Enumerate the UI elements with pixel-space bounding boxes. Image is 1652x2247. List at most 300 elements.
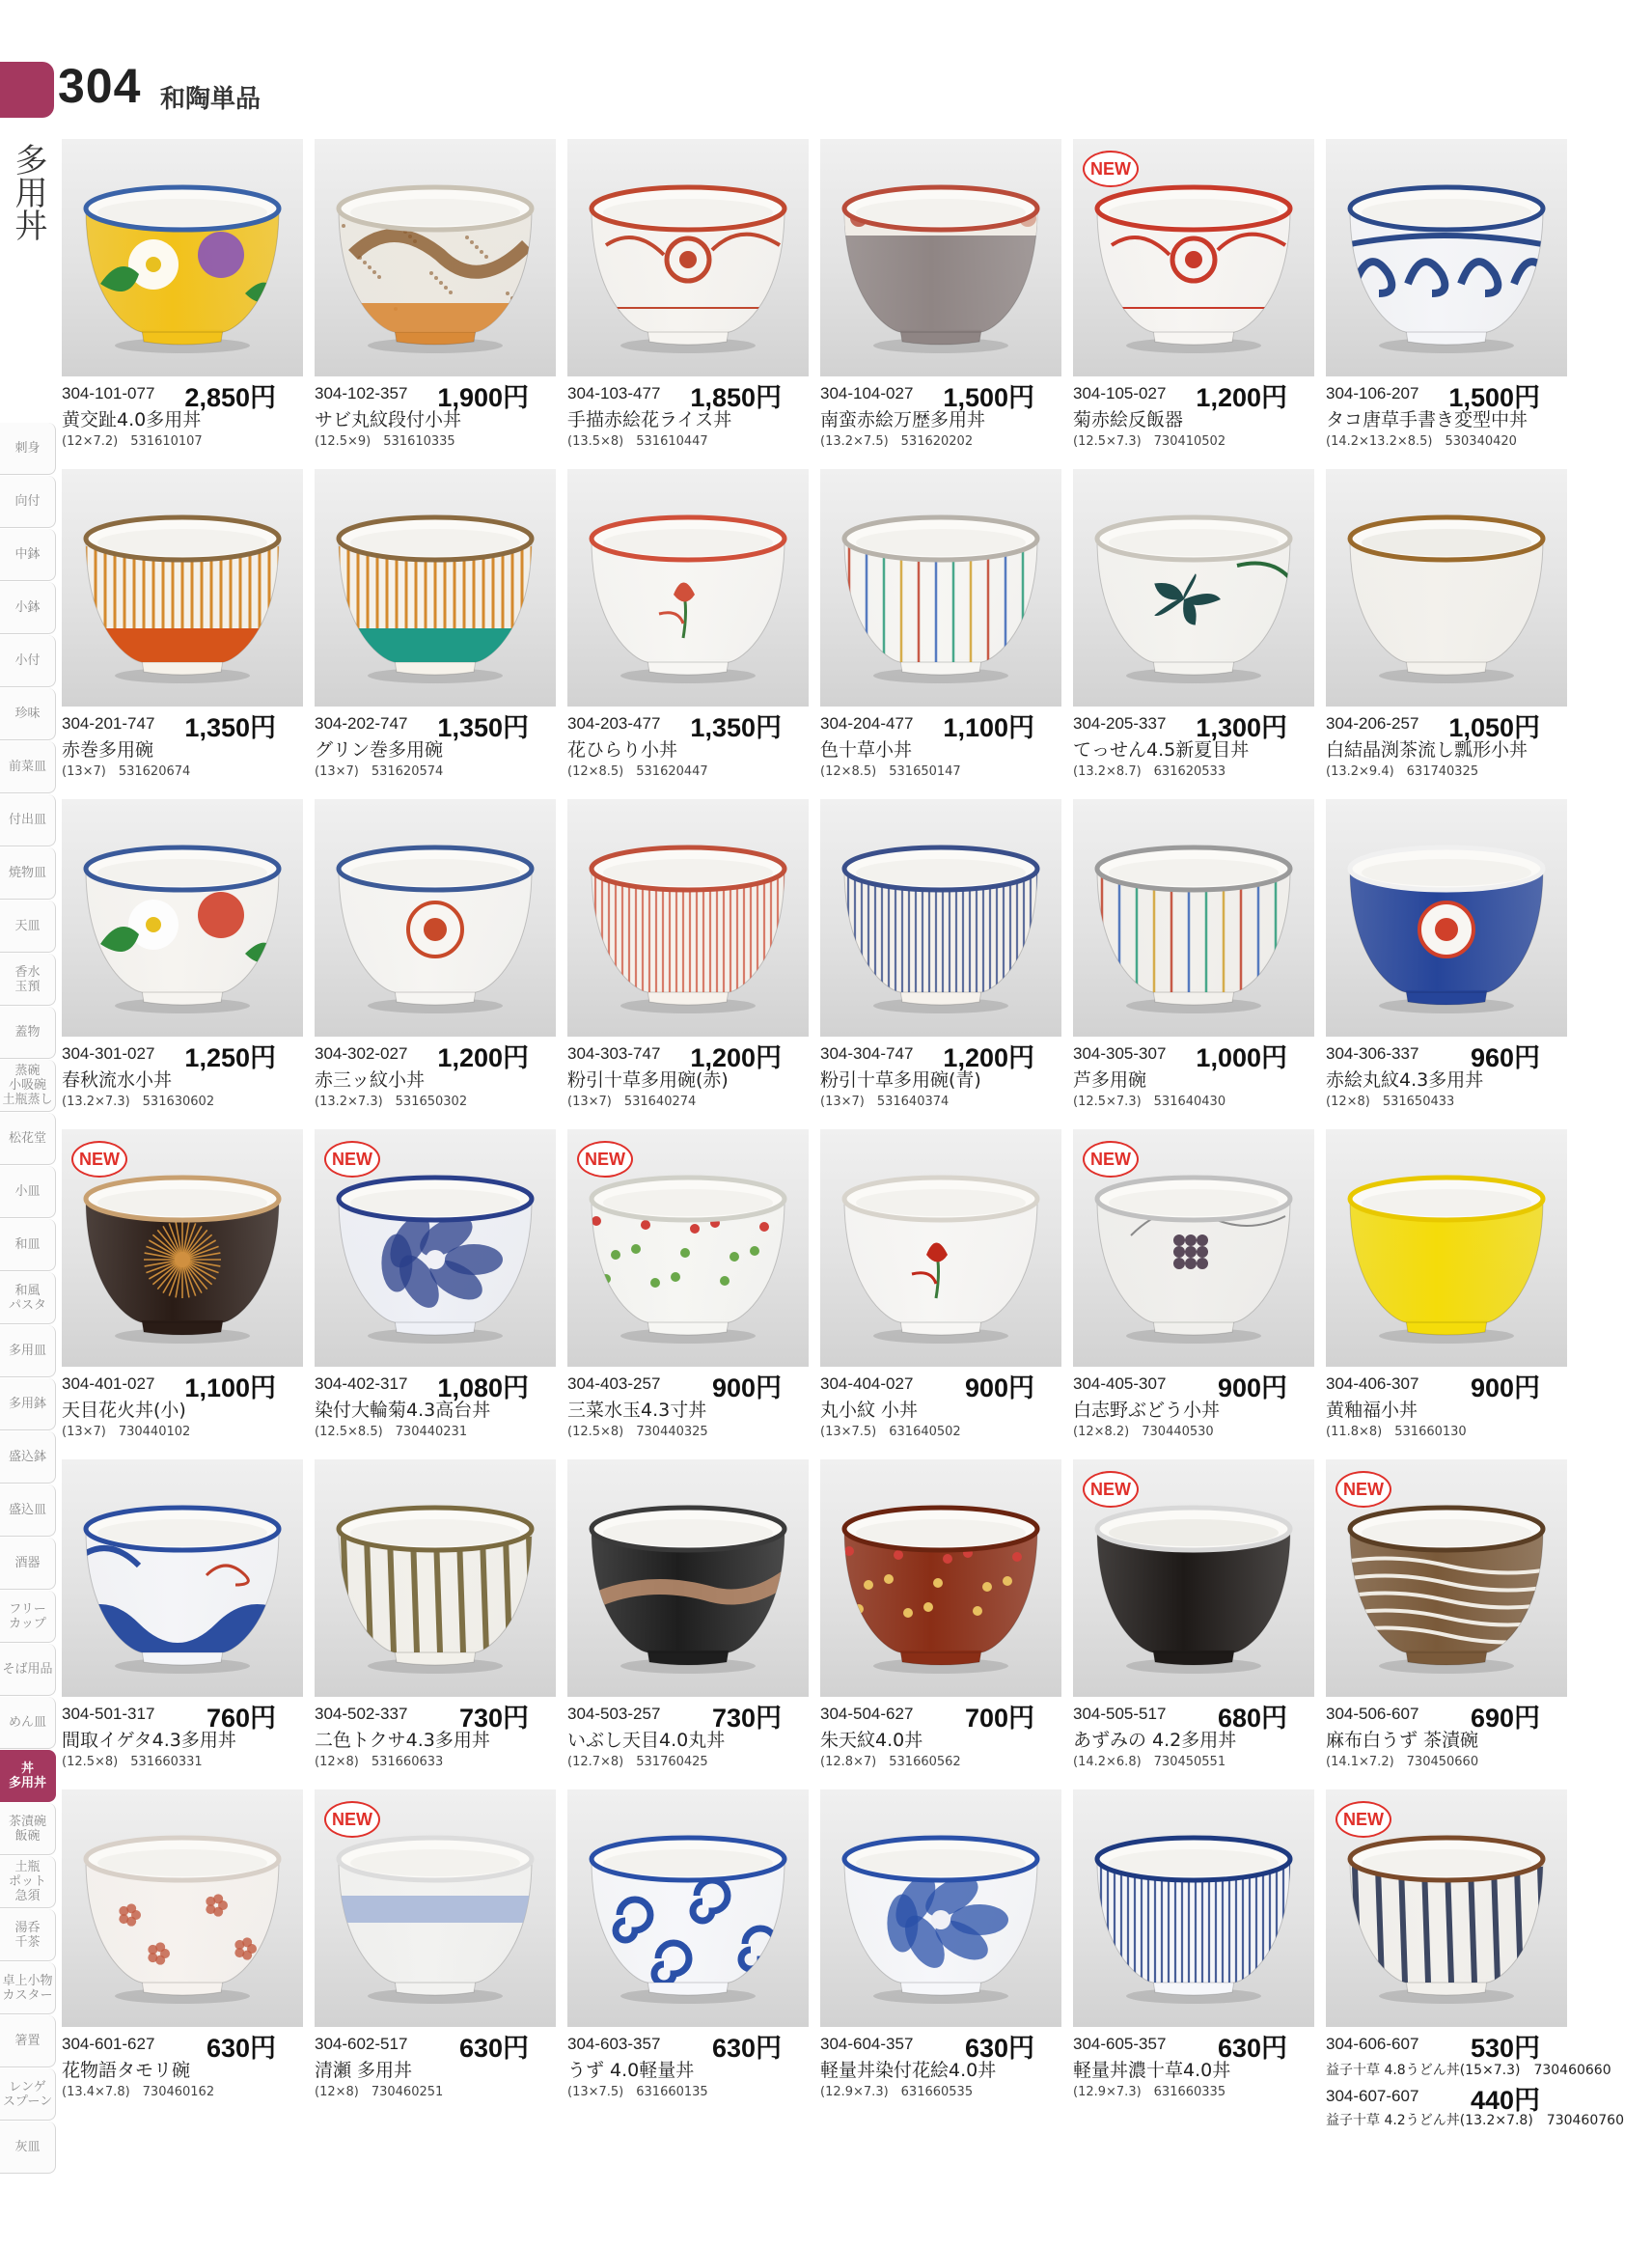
product-spec: (13.5×8) 531610447 <box>567 434 708 449</box>
product-card[interactable] <box>1073 1789 1316 2108</box>
side-index-tab[interactable]: 向付 <box>0 476 56 528</box>
product-price: 1,200円 <box>1196 383 1287 412</box>
product-price: 1,200円 <box>437 1043 529 1072</box>
product-price: 700円 <box>964 1704 1034 1733</box>
bowl-image <box>62 799 303 1037</box>
product-spec: (14.2×6.8) 730450551 <box>1073 1755 1226 1769</box>
bowl-image <box>567 799 809 1037</box>
product-price: 1,300円 <box>1196 713 1287 742</box>
product-card[interactable] <box>1326 799 1569 1118</box>
product-spec: (13.2×7.5) 531620202 <box>820 434 974 449</box>
new-badge: NEW <box>324 1801 380 1838</box>
product-photo[interactable] <box>1326 1129 1567 1367</box>
product-card[interactable] <box>1326 139 1569 458</box>
product-photo[interactable] <box>820 799 1061 1037</box>
product-name: 南蛮赤絵万歴多用丼 <box>820 409 986 430</box>
product-name: 朱天紋4.0丼 <box>820 1730 923 1751</box>
product-info <box>567 1367 811 1448</box>
product-info <box>567 2027 811 2108</box>
product-info <box>1073 707 1316 788</box>
product-code: 304-405-307 <box>1073 1374 1167 1393</box>
product-photo[interactable] <box>820 1459 1061 1697</box>
product-code: 304-404-027 <box>820 1374 914 1393</box>
product-card[interactable] <box>62 1129 305 1448</box>
product-info <box>315 707 558 788</box>
product-name: 麻布白うず 茶漬碗 <box>1326 1730 1479 1751</box>
product-code: 304-606-607 <box>1326 2035 1419 2053</box>
new-badge: NEW <box>1335 1471 1391 1508</box>
product-info <box>1326 1697 1569 1778</box>
product-card[interactable] <box>820 469 1063 788</box>
product-code: 304-103-477 <box>567 384 661 402</box>
product-info <box>1326 376 1569 458</box>
product-photo[interactable] <box>1073 1789 1314 2027</box>
product-code: 304-205-337 <box>1073 714 1167 733</box>
bowl-image <box>567 139 809 376</box>
product-card[interactable] <box>820 799 1063 1118</box>
product-card[interactable] <box>1326 469 1569 788</box>
side-index-tab[interactable]: 多用皿 <box>0 1325 56 1377</box>
product-spec: (13×7.5) 631660135 <box>567 2085 708 2099</box>
product-info <box>1073 2027 1316 2108</box>
side-index-tab[interactable]: レンゲ スプーン <box>0 2068 56 2121</box>
product-card[interactable] <box>1073 139 1316 458</box>
product-code: 304-302-027 <box>315 1044 408 1063</box>
product-spec: (12×8) 531660633 <box>315 1755 444 1769</box>
product-price: 960円 <box>1470 1043 1540 1072</box>
side-index-tab[interactable]: 小鉢 <box>0 582 56 634</box>
product-price: 690円 <box>1470 1704 1540 1733</box>
product-name: 赤三ッ紋小丼 <box>315 1069 426 1091</box>
product-card[interactable] <box>315 139 558 458</box>
product-info <box>62 707 305 788</box>
product-card[interactable] <box>820 139 1063 458</box>
bowl-image <box>1073 799 1314 1037</box>
product-photo[interactable] <box>1326 139 1567 376</box>
product-price: 1,050円 <box>1448 713 1540 742</box>
new-badge: NEW <box>71 1141 127 1178</box>
product-price: 1,200円 <box>690 1043 782 1072</box>
product-spec: (12.5×9) 531610335 <box>315 434 455 449</box>
product-name: サビ丸紋段付小丼 <box>315 409 462 430</box>
product-card[interactable] <box>62 469 305 788</box>
product-photo[interactable] <box>62 1459 303 1697</box>
product-code: 304-607-607 <box>1326 2087 1419 2105</box>
side-index-tab[interactable]: 刺身 <box>0 423 56 475</box>
product-info <box>567 707 811 788</box>
product-name: 白志野ぶどう小丼 <box>1073 1400 1221 1421</box>
product-card[interactable] <box>315 1129 558 1448</box>
product-code: 304-306-337 <box>1326 1044 1419 1063</box>
product-info <box>567 1037 811 1118</box>
product-spec: (13×7.5) 631640502 <box>820 1425 961 1439</box>
product-card[interactable] <box>567 469 811 788</box>
product-code: 304-406-307 <box>1326 1374 1419 1393</box>
product-price: 1,080円 <box>437 1373 529 1402</box>
product-code: 304-605-357 <box>1073 2035 1167 2053</box>
side-index-tab[interactable]: 松花堂 <box>0 1113 56 1165</box>
product-price: 1,500円 <box>1448 383 1540 412</box>
bowl-image <box>820 469 1061 707</box>
product-card[interactable] <box>567 1459 811 1778</box>
product-photo[interactable] <box>315 1129 556 1367</box>
product-spec: (13.4×7.8) 730460162 <box>62 2085 215 2099</box>
product-photo[interactable] <box>1326 469 1567 707</box>
product-code: 304-603-357 <box>567 2035 661 2053</box>
product-name: あずみの 4.2多用丼 <box>1073 1730 1237 1751</box>
side-index-tab[interactable]: そば用品 <box>0 1644 56 1696</box>
side-index-tab[interactable]: 多用鉢 <box>0 1378 56 1430</box>
product-price: 2,850円 <box>184 383 276 412</box>
bowl-image <box>1326 799 1567 1037</box>
bowl-image <box>1326 469 1567 707</box>
product-photo[interactable] <box>315 1789 556 2027</box>
bowl-image <box>567 469 809 707</box>
product-name: いぶし天目4.0丸丼 <box>567 1730 726 1751</box>
product-info <box>820 1037 1063 1118</box>
product-spec: (12.5×7.3) 730410502 <box>1073 434 1226 449</box>
bowl-image <box>315 469 556 707</box>
side-index-tab[interactable]: 酒器 <box>0 1538 56 1590</box>
product-spec: (12.8×7) 531660562 <box>820 1755 961 1769</box>
product-photo[interactable] <box>820 139 1061 376</box>
product-price: 680円 <box>1217 1704 1287 1733</box>
product-card[interactable] <box>62 139 305 458</box>
product-card[interactable] <box>1073 1459 1316 1778</box>
bowl-image <box>820 139 1061 376</box>
product-price: 1,350円 <box>690 713 782 742</box>
side-index-tab[interactable]: 小皿 <box>0 1166 56 1218</box>
product-name: 天目花火丼(小) <box>62 1400 186 1421</box>
product-photo[interactable] <box>62 139 303 376</box>
product-card[interactable] <box>315 799 558 1118</box>
product-card[interactable] <box>567 799 811 1118</box>
product-code: 304-604-357 <box>820 2035 914 2053</box>
product-photo[interactable] <box>567 139 809 376</box>
bowl-image <box>62 139 303 376</box>
product-spec: (13.2×7.3) 531650302 <box>315 1095 468 1109</box>
bowl-image <box>820 1789 1061 2027</box>
side-index-tab[interactable]: 焼物皿 <box>0 847 56 900</box>
product-photo[interactable] <box>567 469 809 707</box>
product-code: 304-204-477 <box>820 714 914 733</box>
side-index-tab[interactable]: 茶漬碗 飯碗 <box>0 1803 56 1855</box>
side-index-tab[interactable]: 和風 パスタ <box>0 1272 56 1324</box>
side-index-tab[interactable]: 天皿 <box>0 901 56 953</box>
bowl-image <box>567 1459 809 1697</box>
product-photo[interactable] <box>1326 1789 1567 2027</box>
bowl-image <box>1326 1129 1567 1367</box>
product-card[interactable] <box>1073 799 1316 1118</box>
product-code: 304-301-027 <box>62 1044 155 1063</box>
product-photo[interactable] <box>820 1789 1061 2027</box>
product-price: 1,100円 <box>943 713 1034 742</box>
product-photo[interactable] <box>1073 139 1314 376</box>
product-info <box>1326 1367 1569 1448</box>
product-code: 304-506-607 <box>1326 1705 1419 1723</box>
bowl-image <box>820 1459 1061 1697</box>
product-info <box>820 376 1063 458</box>
product-photo[interactable] <box>567 1789 809 2027</box>
side-index-tab[interactable]: 湯呑 千茶 <box>0 1909 56 1961</box>
product-price: 530円 <box>1470 2034 1540 2063</box>
product-card[interactable] <box>1073 1129 1316 1448</box>
product-price: 900円 <box>1470 1373 1540 1402</box>
side-index-tab[interactable]: 卓上小物 カスター <box>0 1962 56 2014</box>
product-info <box>1326 1037 1569 1118</box>
bowl-image <box>62 469 303 707</box>
product-code: 304-202-747 <box>315 714 408 733</box>
product-spec: (12.5×8) 730440325 <box>567 1425 708 1439</box>
product-spec: (12×8.2) 730440530 <box>1073 1425 1214 1439</box>
product-price: 900円 <box>711 1373 782 1402</box>
bowl-image <box>820 799 1061 1037</box>
side-index-tab[interactable]: 付出皿 <box>0 794 56 846</box>
side-index-tab[interactable]: 蓋物 <box>0 1007 56 1059</box>
product-price: 1,000円 <box>1196 1043 1287 1072</box>
bowl-image <box>315 799 556 1037</box>
product-photo[interactable] <box>567 799 809 1037</box>
product-photo[interactable] <box>1326 799 1567 1037</box>
product-code: 304-505-517 <box>1073 1705 1167 1723</box>
product-photo[interactable] <box>62 1789 303 2027</box>
product-name: 清瀬 多用丼 <box>315 2060 413 2081</box>
product-card[interactable] <box>820 1129 1063 1448</box>
product-info <box>62 1367 305 1448</box>
side-index-tab[interactable]: 丼 多用丼 <box>0 1750 56 1802</box>
product-name: 菊赤絵反飯器 <box>1073 409 1184 430</box>
product-photo[interactable] <box>567 1459 809 1697</box>
product-photo[interactable] <box>1073 1459 1314 1697</box>
product-spec: (13×7) 531620674 <box>62 764 191 779</box>
product-info <box>62 1037 305 1118</box>
product-code: 304-402-317 <box>315 1374 408 1393</box>
product-code: 304-305-307 <box>1073 1044 1167 1063</box>
product-card[interactable] <box>1326 1789 1624 2128</box>
new-badge: NEW <box>324 1141 380 1178</box>
side-index-tab[interactable]: 蒸碗 小吸碗 土瓶蒸し <box>0 1060 56 1112</box>
side-index-tab[interactable]: 小付 <box>0 635 56 687</box>
product-card[interactable] <box>1073 469 1316 788</box>
product-photo[interactable] <box>567 1129 809 1367</box>
product-info <box>315 1037 558 1118</box>
new-badge: NEW <box>577 1141 633 1178</box>
page-title: 和陶単品 <box>160 85 262 114</box>
product-photo[interactable] <box>1073 1129 1314 1367</box>
product-spec: (12.7×8) 531760425 <box>567 1755 708 1769</box>
product-info <box>567 1697 811 1778</box>
side-index-tab[interactable]: 珍味 <box>0 688 56 740</box>
product-code: 304-101-077 <box>62 384 155 402</box>
new-badge: NEW <box>1335 1801 1391 1838</box>
product-info <box>1073 1367 1316 1448</box>
product-name: 赤絵丸紋4.3多用丼 <box>1326 1069 1484 1091</box>
product-photo[interactable] <box>820 1129 1061 1367</box>
product-spec: (13.2×7.3) 531630602 <box>62 1095 215 1109</box>
side-index-tab[interactable]: 盛込鉢 <box>0 1431 56 1484</box>
side-index-tab[interactable]: 箸置 <box>0 2015 56 2067</box>
product-price: 900円 <box>1217 1373 1287 1402</box>
side-index-tab[interactable]: 土瓶 ポット 急須 <box>0 1856 56 1908</box>
page-tab-marker <box>0 62 54 118</box>
product-card[interactable] <box>315 469 558 788</box>
product-code: 304-502-337 <box>315 1705 408 1723</box>
product-name: グリン巻多用碗 <box>315 739 444 761</box>
product-info <box>62 376 305 458</box>
product-info <box>1073 1697 1316 1778</box>
product-price: 900円 <box>964 1373 1034 1402</box>
product-code: 304-401-027 <box>62 1374 155 1393</box>
product-photo[interactable] <box>315 799 556 1037</box>
product-name: 益子十草 4.8うどん丼(15×7.3) 730460660 <box>1326 2063 1611 2078</box>
product-code: 304-503-257 <box>567 1705 661 1723</box>
new-badge: NEW <box>1083 1141 1139 1178</box>
product-price: 630円 <box>1217 2034 1287 2063</box>
product-spec: (12.5×7.3) 531640430 <box>1073 1095 1226 1109</box>
product-name: 間取イゲタ4.3多用丼 <box>62 1730 236 1751</box>
product-photo[interactable] <box>62 799 303 1037</box>
product-price: 630円 <box>206 2034 276 2063</box>
product-photo[interactable] <box>315 469 556 707</box>
product-price: 1,850円 <box>690 383 782 412</box>
product-card[interactable] <box>62 1789 305 2108</box>
product-price: 730円 <box>711 1704 782 1733</box>
new-badge: NEW <box>1083 1471 1139 1508</box>
product-card[interactable] <box>820 1789 1063 2108</box>
product-spec: (12×8.5) 531620447 <box>567 764 708 779</box>
product-price: 1,250円 <box>184 1043 276 1072</box>
product-name: 軽量丼染付花絵4.0丼 <box>820 2060 997 2081</box>
product-price: 630円 <box>711 2034 782 2063</box>
product-card[interactable] <box>567 1789 811 2108</box>
product-spec: (12.9×7.3) 631660535 <box>820 2085 974 2099</box>
bowl-image <box>315 139 556 376</box>
product-card[interactable] <box>62 1459 305 1778</box>
product-spec: (12.9×7.3) 631660335 <box>1073 2085 1226 2099</box>
product-price: 1,100円 <box>184 1373 276 1402</box>
product-name: てっせん4.5新夏目丼 <box>1073 739 1250 761</box>
product-code: 304-203-477 <box>567 714 661 733</box>
product-price: 630円 <box>458 2034 529 2063</box>
product-price: 1,900円 <box>437 383 529 412</box>
product-price: 760円 <box>206 1704 276 1733</box>
product-spec: (12×8.5) 531650147 <box>820 764 961 779</box>
product-card[interactable] <box>567 1129 811 1448</box>
side-index-tab[interactable]: 盛込皿 <box>0 1484 56 1537</box>
bowl-image <box>1073 469 1314 707</box>
product-code: 304-601-627 <box>62 2035 155 2053</box>
product-name: 色十草小丼 <box>820 739 913 761</box>
product-card[interactable] <box>62 799 305 1118</box>
product-info <box>315 376 558 458</box>
side-index-tab[interactable]: 前菜皿 <box>0 741 56 793</box>
product-name: タコ唐草手書き変型中丼 <box>1326 409 1528 430</box>
product-price: 1,200円 <box>943 1043 1034 1072</box>
product-card[interactable] <box>315 1459 558 1778</box>
side-index-tab[interactable]: 和皿 <box>0 1219 56 1271</box>
product-info <box>820 1697 1063 1778</box>
product-name: 黄釉福小丼 <box>1326 1400 1418 1421</box>
product-card[interactable] <box>567 139 811 458</box>
product-spec: (13.2×9.4) 631740325 <box>1326 764 1479 779</box>
bowl-image <box>1326 139 1567 376</box>
product-price: 1,350円 <box>184 713 276 742</box>
product-card[interactable] <box>315 1789 558 2108</box>
product-photo[interactable] <box>315 139 556 376</box>
product-code: 304-501-317 <box>62 1705 155 1723</box>
product-info <box>1326 2027 1624 2128</box>
product-card[interactable] <box>1326 1129 1569 1448</box>
product-name: 二色トクサ4.3多用丼 <box>315 1730 490 1751</box>
product-code: 304-102-357 <box>315 384 408 402</box>
product-price: 630円 <box>964 2034 1034 2063</box>
product-name: 染付大輪菊4.3高台丼 <box>315 1400 491 1421</box>
product-card[interactable] <box>820 1459 1063 1778</box>
product-spec: (13×7) 531640374 <box>820 1095 950 1109</box>
product-name: 手描赤絵花ライス丼 <box>567 409 732 430</box>
product-code: 304-403-257 <box>567 1374 661 1393</box>
product-code: 304-105-027 <box>1073 384 1167 402</box>
product-name: 赤巻多用碗 <box>62 739 154 761</box>
product-photo[interactable] <box>315 1459 556 1697</box>
product-info <box>315 1697 558 1778</box>
product-info <box>567 376 811 458</box>
product-spec: (13×7) 531640274 <box>567 1095 697 1109</box>
product-price: 1,500円 <box>943 383 1034 412</box>
bowl-image <box>820 1129 1061 1367</box>
product-spec: (12×8) 531650433 <box>1326 1095 1455 1109</box>
product-code: 304-201-747 <box>62 714 155 733</box>
product-info <box>820 1367 1063 1448</box>
product-spec: (12.5×8.5) 730440231 <box>315 1425 468 1439</box>
product-photo[interactable] <box>62 469 303 707</box>
product-info <box>820 707 1063 788</box>
product-code: 304-504-627 <box>820 1705 914 1723</box>
product-name: 粉引十草多用碗(青) <box>820 1069 981 1091</box>
product-info <box>62 2027 305 2108</box>
product-photo[interactable] <box>820 469 1061 707</box>
page-number: 304 <box>58 59 142 113</box>
product-name: 丸小紋 小丼 <box>820 1400 919 1421</box>
product-code: 304-206-257 <box>1326 714 1419 733</box>
product-name: 黄交趾4.0多用丼 <box>62 409 202 430</box>
product-card[interactable] <box>1326 1459 1569 1778</box>
side-index-tab[interactable]: めん皿 <box>0 1697 56 1749</box>
side-index-tab[interactable]: 灰皿 <box>0 2122 56 2174</box>
product-price: 730円 <box>458 1704 529 1733</box>
product-name: 三菜水玉4.3寸丼 <box>567 1400 707 1421</box>
product-info <box>62 1697 305 1778</box>
product-name: 芦多用碗 <box>1073 1069 1147 1091</box>
side-index <box>0 423 58 2175</box>
product-code: 304-303-747 <box>567 1044 661 1063</box>
product-spec: (13×7) 730440102 <box>62 1425 191 1439</box>
bowl-image <box>62 1459 303 1697</box>
product-code: 304-602-517 <box>315 2035 408 2053</box>
product-name: 花ひらり小丼 <box>567 739 678 761</box>
product-photo[interactable] <box>62 1129 303 1367</box>
product-photo[interactable] <box>1326 1459 1567 1697</box>
product-info <box>1073 376 1316 458</box>
product-photo[interactable] <box>1073 799 1314 1037</box>
product-photo[interactable] <box>1073 469 1314 707</box>
product-name: 花物語タモリ碗 <box>62 2060 191 2081</box>
product-code: 304-106-207 <box>1326 384 1419 402</box>
side-index-tab[interactable]: 中鉢 <box>0 529 56 581</box>
side-index-tab[interactable]: 香水 玉預 <box>0 954 56 1006</box>
side-index-tab[interactable]: フリー カップ <box>0 1591 56 1643</box>
product-code: 304-304-747 <box>820 1044 914 1063</box>
